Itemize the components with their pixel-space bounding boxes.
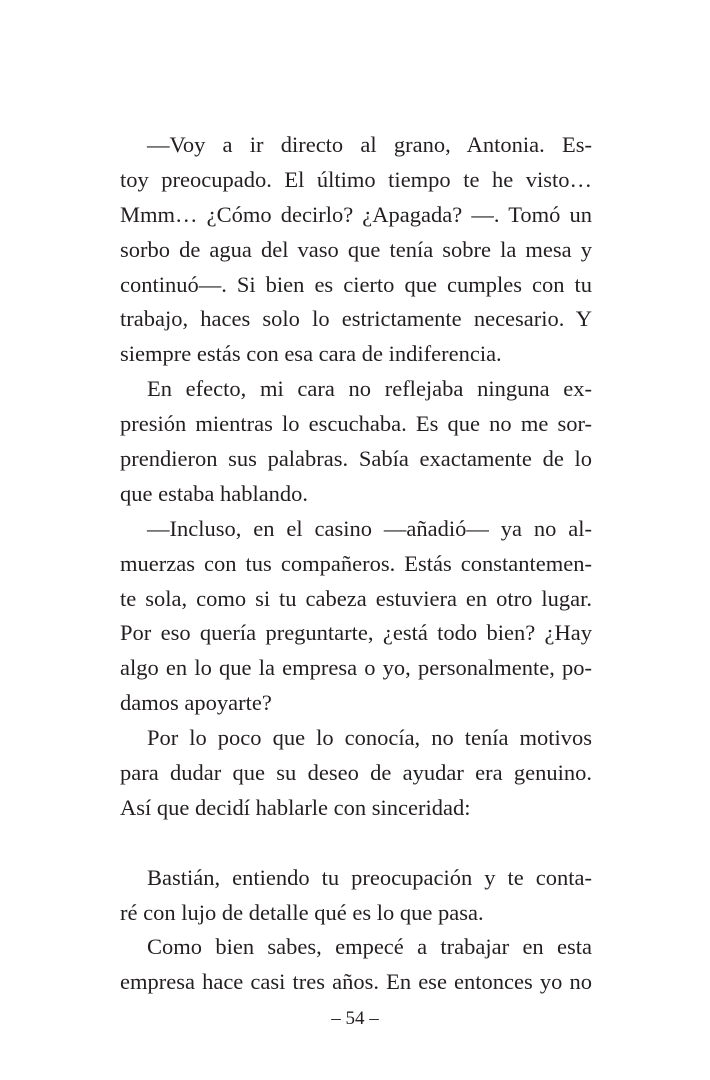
- text-line: damos apoyarte?: [120, 690, 272, 716]
- text-line: —Voy a ir directo al grano, Antonia. Es-: [147, 132, 592, 157]
- text-line: sorbo de agua del vaso que tenía sobre la mesa y: [120, 236, 592, 262]
- text-line: que estaba hablando.: [120, 480, 309, 506]
- text-line: Mmm… ¿Cómo decirlo? ¿Apagada? —. Tomó un: [120, 201, 592, 227]
- paragraph: [120, 372, 592, 512]
- blank-line: [120, 826, 592, 861]
- text-line: En efecto, mi cara no reflejaba ninguna ex-: [147, 376, 592, 402]
- text-line: Por lo poco que lo conocía, no tenía motivos: [147, 725, 592, 751]
- text-line: prendieron sus palabras. Sabía exactamente de lo: [120, 446, 592, 472]
- text-line: ré con lujo de detalle qué es lo que pasa.: [120, 899, 484, 925]
- text-line: toy preocupado. El último tiempo te he visto…: [120, 166, 592, 192]
- text-line: Por eso quería preguntarte, ¿está todo bien? ¿Hay: [120, 620, 592, 646]
- text-line: Así que decidí hablarle con sinceridad:: [120, 794, 471, 820]
- text-line: —Incluso, en el casino —añadió— ya no al-: [147, 515, 592, 541]
- page-body-text: [120, 128, 592, 1000]
- paragraph: [120, 861, 592, 931]
- paragraph: [120, 128, 592, 372]
- text-line: trabajo, haces solo lo estrictamente necesario. Y: [120, 306, 592, 332]
- text-line: empresa hace casi tres años. En ese entonces yo no: [120, 969, 592, 995]
- text-line: te sola, como si tu cabeza estuviera en otro lugar.: [120, 585, 592, 611]
- text-line: presión mientras lo escuchaba. Es que no me sor-: [120, 411, 592, 437]
- text-line: Como bien sabes, empecé a trabajar en esta: [147, 934, 592, 960]
- text-line: algo en lo que la empresa o yo, personalmente, po-: [120, 655, 592, 681]
- text-line: Bastián, entiendo tu preocupación y te conta-: [147, 864, 592, 890]
- text-line: muerzas con tus compañeros. Estás constantemen-: [120, 550, 592, 576]
- text-line: continuó—. Si bien es cierto que cumples con tu: [120, 271, 592, 297]
- page-number: – 54 –: [331, 1008, 379, 1029]
- text-line: siempre estás con esa cara de indiferencia.: [120, 341, 502, 367]
- text-line: para dudar que su deseo de ayudar era genuino.: [120, 760, 592, 786]
- paragraph: [120, 721, 592, 826]
- paragraph: [120, 930, 592, 1000]
- paragraph: [120, 512, 592, 721]
